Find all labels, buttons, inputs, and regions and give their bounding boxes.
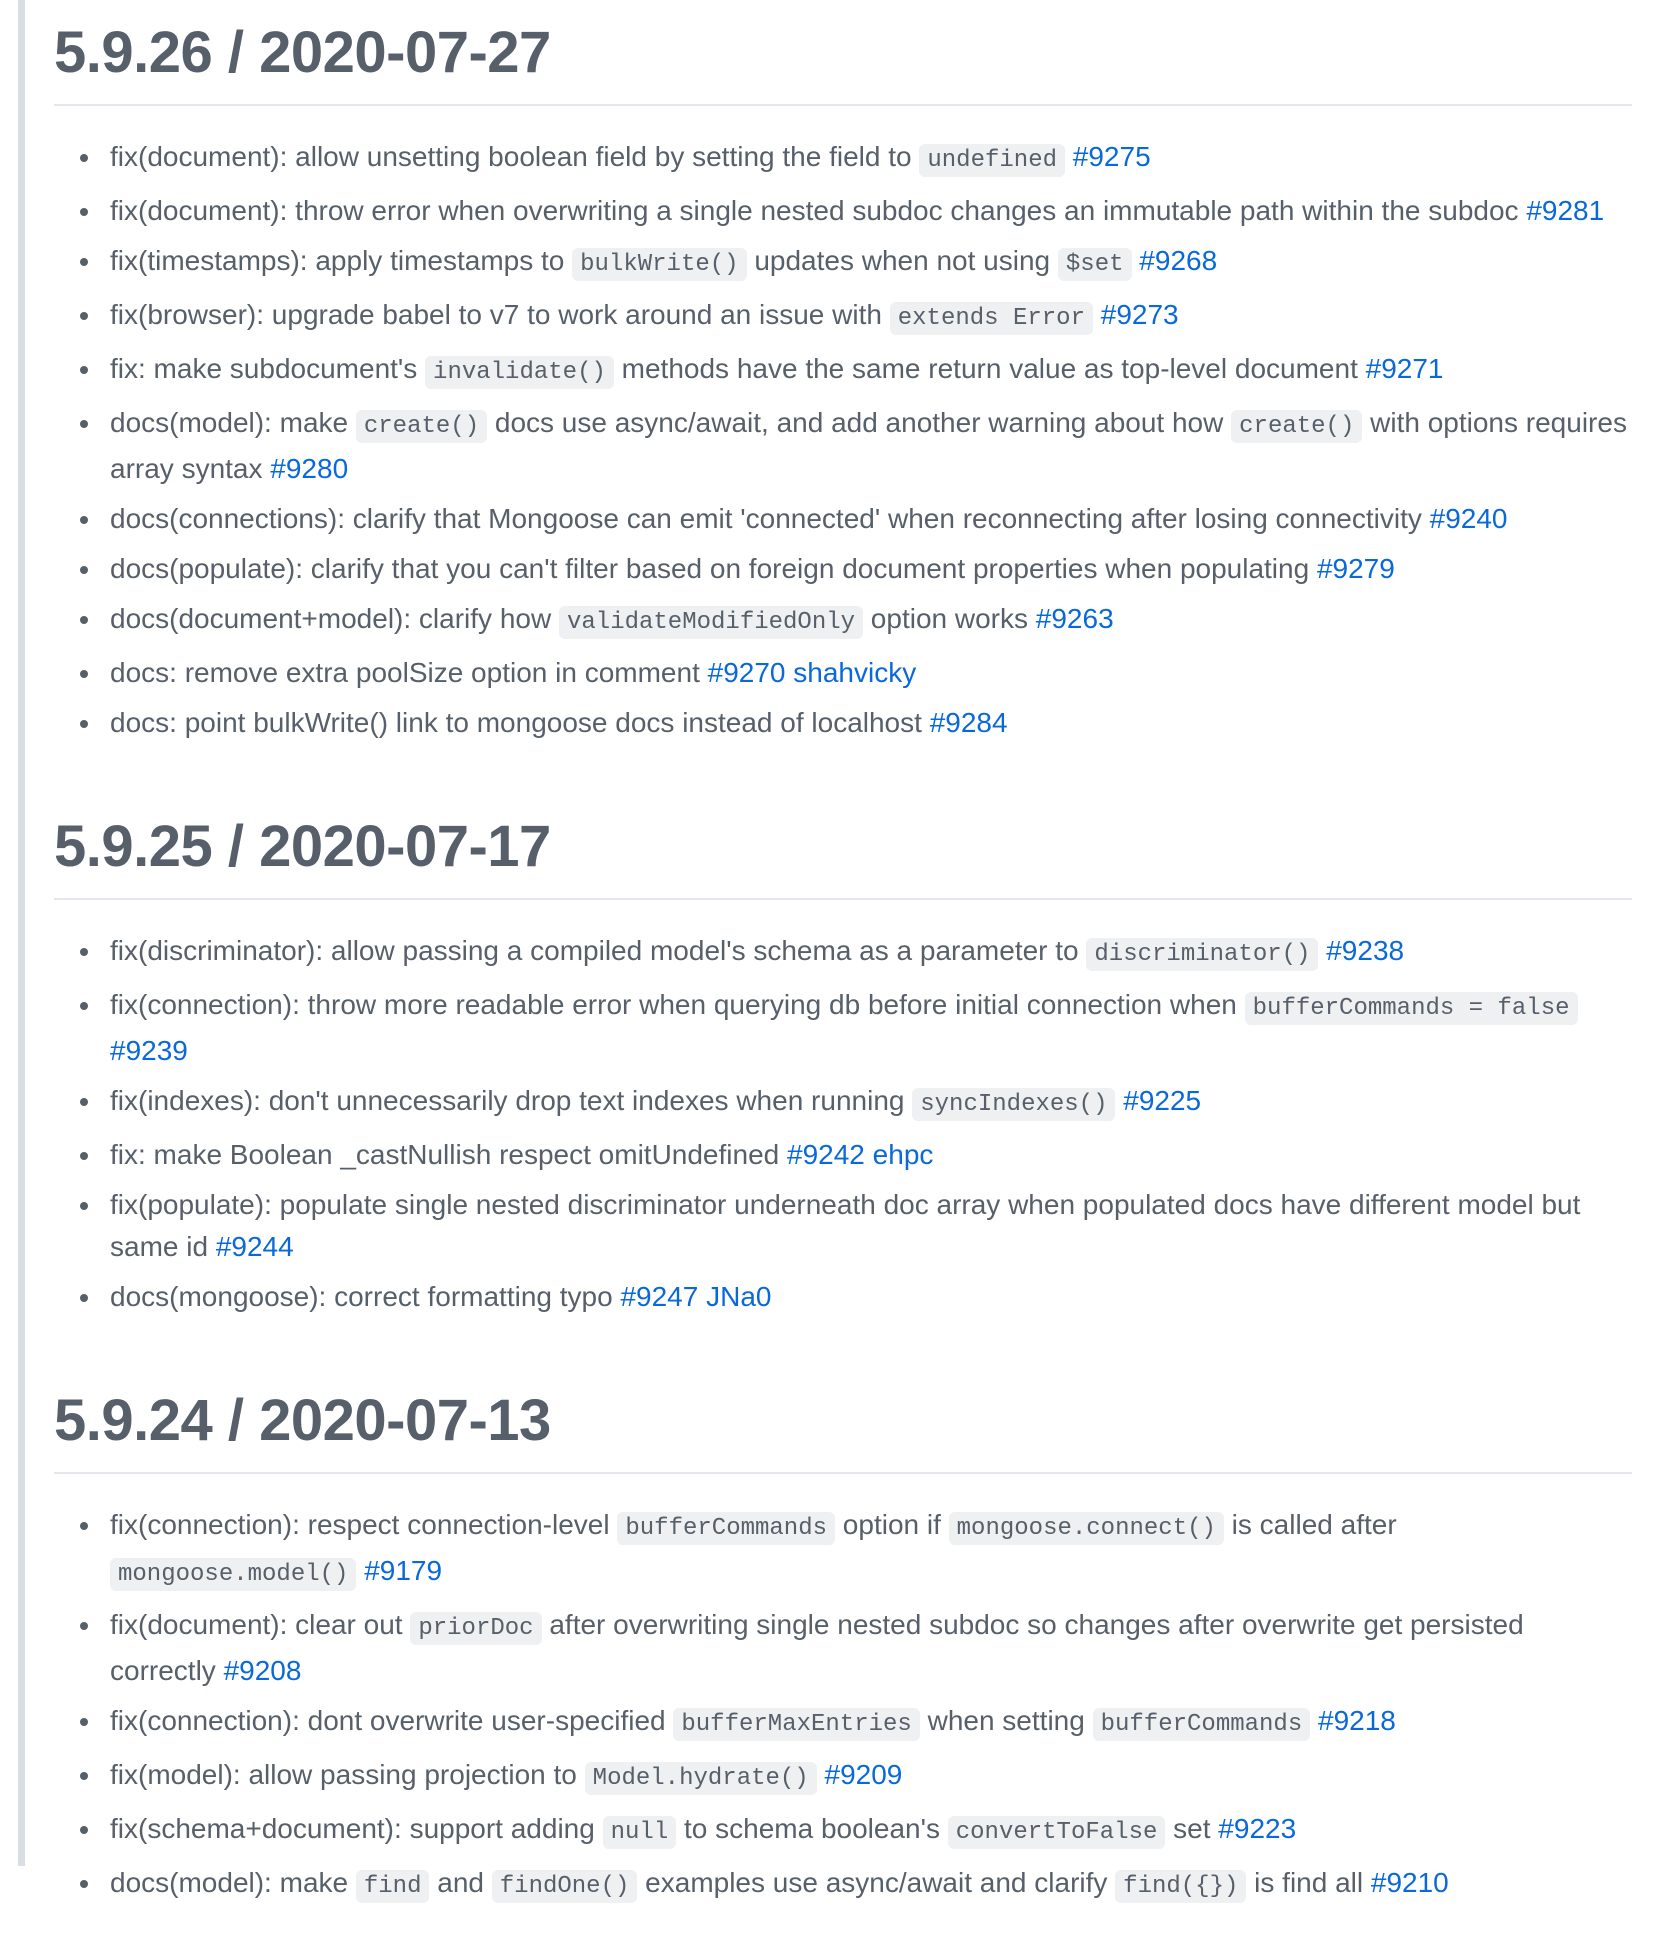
change-text: docs(model): make: [110, 1867, 356, 1898]
issue-link[interactable]: #9179: [364, 1555, 443, 1586]
inline-code: mongoose.model(): [110, 1558, 356, 1591]
change-item: [54, 598, 1632, 644]
change-text: fix(timestamps): apply timestamps to: [110, 245, 573, 276]
changelog-content: [54, 0, 1635, 1958]
issue-link[interactable]: #9238: [1326, 935, 1405, 966]
issue-link[interactable]: #9268: [1139, 245, 1218, 276]
change-text: methods have the same return value as top-level document: [613, 353, 1366, 384]
change-text: docs(connections): clarify that Mongoose can emit 'connected' when reconnecting after losing connectivity: [110, 503, 1430, 534]
change-item: [54, 294, 1632, 340]
change-item: [54, 498, 1632, 540]
change-text: set: [1165, 1813, 1219, 1844]
issue-link[interactable]: #9244: [215, 1231, 294, 1262]
change-text: updates when not using: [746, 245, 1058, 276]
change-item: [54, 1080, 1632, 1126]
change-item: [54, 702, 1632, 744]
change-text: and: [429, 1867, 492, 1898]
inline-code: syncIndexes(): [912, 1088, 1115, 1121]
issue-link[interactable]: #9242: [787, 1139, 865, 1170]
inline-code: bulkWrite(): [572, 248, 746, 281]
inline-code: discriminator(): [1086, 938, 1318, 971]
inline-code: undefined: [919, 144, 1065, 177]
change-text: is find all: [1246, 1867, 1371, 1898]
inline-code: findOne(): [492, 1870, 638, 1903]
issue-link[interactable]: #9208: [223, 1655, 302, 1686]
issue-link[interactable]: #9263: [1035, 603, 1114, 634]
issue-link[interactable]: #9279: [1316, 553, 1395, 584]
change-text: fix(document): allow unsetting boolean field by setting the field to: [110, 141, 920, 172]
issue-link[interactable]: #9239: [110, 1035, 188, 1066]
inline-code: validateModifiedOnly: [559, 606, 863, 639]
change-text: docs(populate): clarify that you can't filter based on foreign document properties when populating: [110, 553, 1317, 584]
change-text: fix(connection): dont overwrite user-specified: [110, 1705, 674, 1736]
author-link[interactable]: JNa0: [706, 1281, 772, 1312]
issue-link[interactable]: #9223: [1218, 1813, 1297, 1844]
change-list: [54, 900, 1632, 1368]
inline-code: convertToFalse: [948, 1816, 1166, 1849]
change-text: [1310, 1705, 1318, 1736]
change-item: [54, 240, 1632, 286]
change-item: [54, 136, 1632, 182]
change-text: to schema boolean's: [676, 1813, 948, 1844]
issue-link[interactable]: #9225: [1123, 1085, 1202, 1116]
issue-link[interactable]: #9210: [1370, 1867, 1449, 1898]
change-text: examples use async/await and clarify: [637, 1867, 1116, 1898]
inline-code: bufferMaxEntries: [673, 1708, 919, 1741]
release-heading: 5.9.25 / 2020-07-17: [54, 794, 1632, 900]
change-text: [865, 1139, 873, 1170]
change-text: option if: [835, 1509, 949, 1540]
change-text: after overwriting single nested subdoc so changes after overwrite get persisted correctly: [110, 1609, 1532, 1686]
change-text: is called after: [1223, 1509, 1405, 1540]
change-text: [1578, 989, 1586, 1020]
author-link[interactable]: ehpc: [872, 1139, 934, 1170]
change-text: fix(document): clear out: [110, 1609, 411, 1640]
issue-link[interactable]: #9281: [1526, 195, 1605, 226]
change-text: fix(indexes): don't unnecessarily drop text indexes when running: [110, 1085, 913, 1116]
issue-link[interactable]: #9218: [1318, 1705, 1396, 1736]
issue-link[interactable]: #9280: [270, 453, 349, 484]
change-text: docs use async/await, and add another warning about how: [487, 407, 1232, 438]
change-text: fix(model): allow passing projection to: [110, 1759, 585, 1790]
inline-code: bufferCommands: [617, 1512, 835, 1545]
change-item: [54, 548, 1632, 590]
inline-code: bufferCommands: [1093, 1708, 1311, 1741]
change-text: docs(document+model): clarify how: [110, 603, 559, 634]
change-item: [54, 1700, 1632, 1746]
inline-code: Model.hydrate(): [585, 1762, 817, 1795]
release-heading: 5.9.24 / 2020-07-13: [54, 1368, 1632, 1474]
issue-link[interactable]: #9273: [1100, 299, 1179, 330]
change-item: [54, 348, 1632, 394]
issue-link[interactable]: #9271: [1365, 353, 1444, 384]
inline-code: find({}): [1115, 1870, 1246, 1903]
author-link[interactable]: shahvicky: [793, 657, 917, 688]
release-section: [54, 1368, 1632, 1958]
issue-link[interactable]: #9275: [1072, 141, 1151, 172]
change-item: [54, 1184, 1632, 1268]
inline-code: $set: [1058, 248, 1132, 281]
change-item: [54, 1754, 1632, 1800]
change-text: option works: [863, 603, 1036, 634]
change-text: fix(connection): throw more readable error when querying db before initial connection when: [110, 989, 1245, 1020]
change-text: [698, 1281, 706, 1312]
inline-code: create(): [1231, 410, 1362, 443]
change-text: docs: remove extra poolSize option in comment: [110, 657, 708, 688]
change-text: fix(document): throw error when overwriting a single nested subdoc changes an immutable path within the subdoc: [110, 195, 1527, 226]
change-list: [54, 106, 1635, 794]
change-item: [54, 1862, 1632, 1908]
inline-code: priorDoc: [410, 1612, 541, 1645]
change-text: fix: make subdocument's: [110, 353, 426, 384]
change-text: fix(discriminator): allow passing a compiled model's schema as a parameter to: [110, 935, 1087, 966]
inline-code: create(): [356, 410, 487, 443]
inline-code: invalidate(): [425, 356, 614, 389]
issue-link[interactable]: #9247: [620, 1281, 699, 1312]
release-section: [54, 0, 1635, 794]
release-heading: 5.9.26 / 2020-07-27: [54, 0, 1632, 106]
change-text: fix(connection): respect connection-level: [110, 1509, 618, 1540]
change-item: [54, 1504, 1632, 1596]
change-text: fix(schema+document): support adding: [110, 1813, 603, 1844]
change-text: [817, 1759, 825, 1790]
change-item: [54, 930, 1632, 976]
inline-code: extends Error: [890, 302, 1093, 335]
issue-link[interactable]: #9270: [707, 657, 786, 688]
change-list: [54, 1474, 1632, 1958]
issue-link[interactable]: #9284: [929, 707, 1008, 738]
change-text: when setting: [919, 1705, 1093, 1736]
change-item: [54, 1808, 1632, 1854]
change-text: docs(model): make: [110, 407, 356, 438]
inline-code: null: [603, 1816, 677, 1849]
inline-code: bufferCommands = false: [1245, 992, 1578, 1025]
change-item: [54, 402, 1635, 490]
blockquote-bar: [18, 0, 25, 1866]
release-section: [54, 794, 1632, 1368]
inline-code: find: [356, 1870, 430, 1903]
change-item: [54, 1276, 1632, 1318]
change-item: [54, 984, 1632, 1072]
change-item: [54, 190, 1632, 232]
change-text: docs: point bulkWrite() link to mongoose docs instead of localhost: [110, 707, 930, 738]
change-text: [1065, 141, 1073, 172]
change-text: with options requires array syntax: [110, 407, 1635, 484]
change-text: [1093, 299, 1101, 330]
change-text: docs(mongoose): correct formatting typo: [110, 1281, 621, 1312]
change-text: fix(populate): populate single nested discriminator underneath doc array when populated docs have different model but same id: [110, 1189, 1589, 1262]
change-item: [54, 652, 1632, 694]
inline-code: mongoose.connect(): [949, 1512, 1224, 1545]
change-item: [54, 1134, 1632, 1176]
issue-link[interactable]: #9240: [1429, 503, 1508, 534]
issue-link[interactable]: #9209: [824, 1759, 903, 1790]
change-text: fix: make Boolean _castNullish respect omitUndefined: [110, 1139, 788, 1170]
change-item: [54, 1604, 1632, 1692]
change-text: fix(browser): upgrade babel to v7 to work around an issue with: [110, 299, 890, 330]
